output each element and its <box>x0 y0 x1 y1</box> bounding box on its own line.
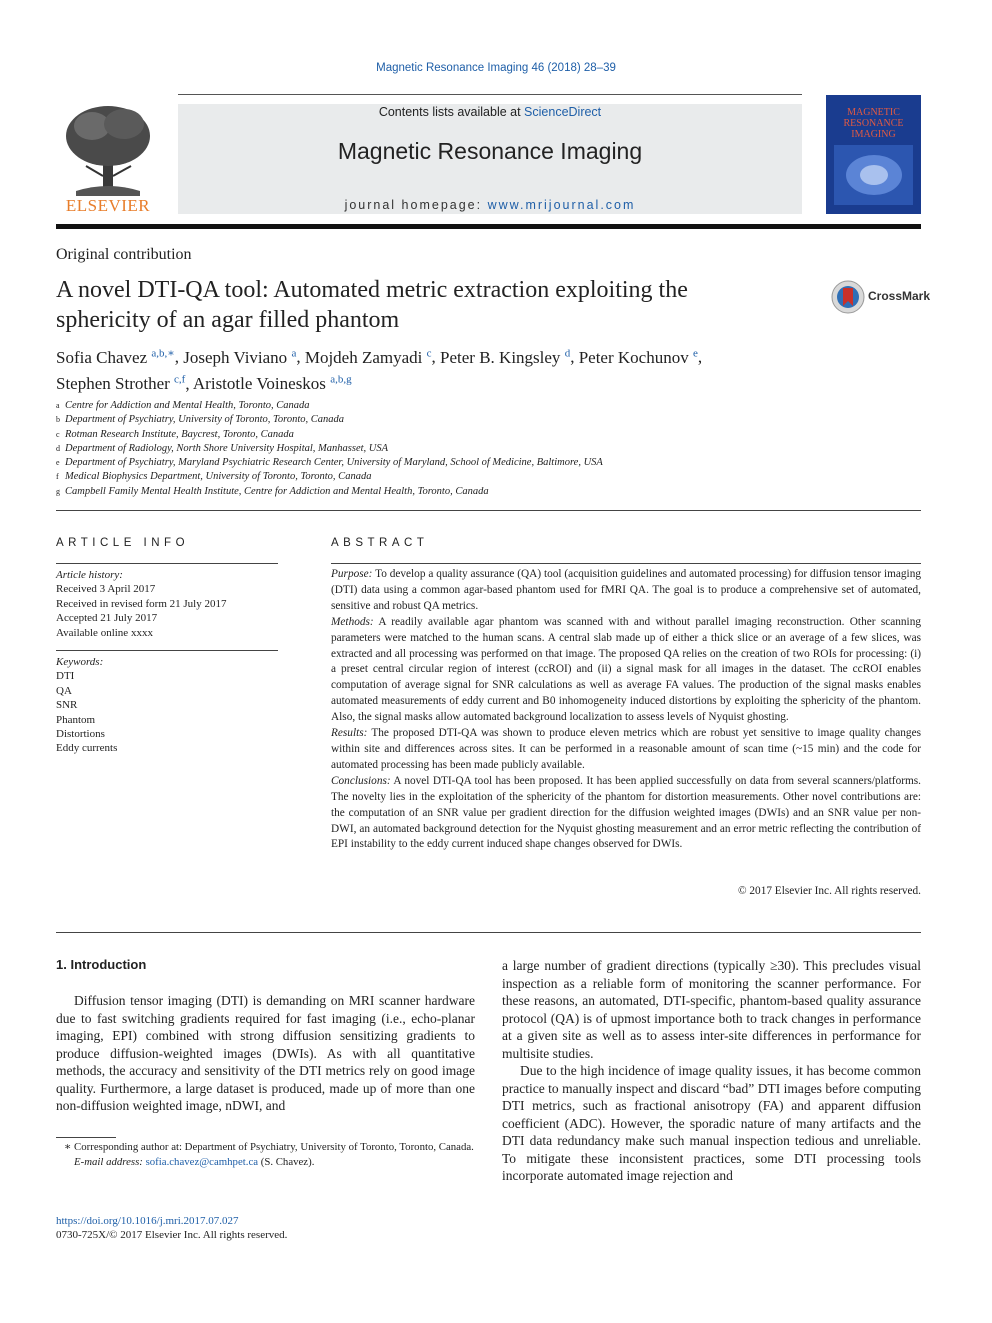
keywords <box>56 655 278 756</box>
footnote-rule <box>56 1137 116 1138</box>
homepage-link[interactable]: www.mrijournal.com <box>487 198 636 212</box>
abstract-purpose: Purpose: To develop a quality assurance (QA) tool (acquisition guidelines and automated processing) for diffusion tensor imaging (DTI) data using a common agar-based phantom used for fMRI QA. The goal is to produce a comprehensive set of automated, sensitive and robust QA metrics. <box>331 568 921 612</box>
keyword: Distortions <box>56 728 105 741</box>
history-item: Received in revised form 21 July 2017 <box>56 597 227 610</box>
email-link[interactable]: sofia.chavez@camhpet.ca <box>145 1155 259 1168</box>
paragraph: Diffusion tensor imaging (DTI) is demanding on MRI scanner hardware due to fast switching gradients required for fast imaging (i.e., echo-planar imaging, EPI) combined with strong diffusion sensitizing gradients to produce diffusion-weighted images (DWIs). As with all quantitative methods, the accuracy and sensitivity of the DTI metrics rely on good image quality. Furthermore, a large dataset is produced, made up of more than one non-diffusion weighted image, nDWI, and <box>56 993 475 1113</box>
affiliation: a Centre for Addiction and Mental Health, Toronto, Canada <box>56 400 310 411</box>
history-item: Received 3 April 2017 <box>56 583 156 596</box>
abstract-heading: ABSTRACT <box>331 537 429 549</box>
corresponding-author-note: ∗ Corresponding author at: Department of Psychiatry, University of Toronto, Toronto, Canada. <box>64 1141 474 1153</box>
paragraph: a large number of gradient directions (typically ≥30). This precludes visual inspection as a reliable form of monitoring the scanner performance. For these reasons, an automated, DTI-specific, phantom-based quality assurance protocol (QA) is of upmost importance both to track changes in performance at a given site as well as to assess inter-site differences in performance for multisite studies. <box>502 958 921 1061</box>
article-history-label: Article history: <box>56 569 123 581</box>
paragraph: Due to the high incidence of image quality issues, it has become common practice to manually inspect and discard “bad” DTI images before computing DTI metrics, such as fractional anisotropy (FA) and apparent diffusion coefficient (ADC). However, the sporadic nature of many artifacts and the DTI data redundancy make such manual inspection tedious and unreliable. To mitigate these inconsistent practices, some DTI processing tools incorporate automated image rejection and <box>502 1063 921 1183</box>
history-item: Available online xxxx <box>56 626 153 639</box>
abstract-conclusions: Conclusions: A novel DTI-QA tool has been proposed. It has been applied successfully on data from several scanners/platforms. The novelty lies in the exploitation of the sphericity of the phantom for distortion measurements. Other novel contributions are: the computation of an SNR value per gradient direction for the diffusion weighted images (DWIs) and an SNR value per non-DWI, an automated background detection for the Nyquist ghosting measurement and an error metric reflecting the contribution of EPI instability to the eddy current induced shape changes observed for DWIs. <box>331 774 921 851</box>
author[interactable]: Sofia Chavez $^{a,b,∗}$ <box>56 347 175 367</box>
journal-citation[interactable]: Magnetic Resonance Imaging 46 (2018) 28–39 <box>376 62 616 74</box>
sciencedirect-link[interactable]: ScienceDirect <box>524 105 602 119</box>
body-column-right <box>502 957 921 1185</box>
affiliation: e Department of Psychiatry, Maryland Psychiatric Research Center, University of Maryland, School of Medicine, Baltimore, USA <box>56 457 603 469</box>
history-item: Accepted 21 July 2017 <box>56 612 158 625</box>
author[interactable]: Stephen Strother $^{c,f}$ <box>56 373 186 394</box>
section-heading-introduction: 1. Introduction <box>56 957 147 972</box>
issn-line: 0730-725X/© 2017 Elsevier Inc. All rights reserved. <box>56 1229 288 1241</box>
elsevier-logo <box>56 96 160 216</box>
cover-graphic-icon <box>834 145 913 205</box>
affiliation: g Campbell Family Mental Health Institute, Centre for Addiction and Mental Health, Toronto, Canada <box>56 485 489 497</box>
affiliation: d Department of Radiology, North Shore University Hospital, Manhasset, USA <box>56 442 389 454</box>
abstract-bottom-rule <box>56 932 921 933</box>
header-bottom-rule <box>56 224 921 229</box>
abstract-methods: Methods: A readily available agar phantom was scanned with and without parallel imaging reconstruction. Other scanning parameters were matched to the human scans. A central slab made up of either a thick slice or an average of a few slices, was extracted and all processing was performed on that image. The proposed QA relies on the creation of two ROIs for processing: (i) a preset central circular region of interest (ccROI) and (ii) a signal mask for all images in the dataset. The ccROI enables computation of average signal for SNR calculations as well as average FA values. The production of the signal masks enables automated measurements of eddy current and B0 inhomogeneity induced distortions by exploiting the sphericity of the phantom. Also, the signal masks allow automated background localization to assess levels of Nyquist ghosting. <box>331 615 921 724</box>
abstract-body <box>331 567 921 853</box>
cover-title: MAGNETIC RESONANCE IMAGING <box>843 107 904 140</box>
author[interactable]: Aristotle Voineskos $^{a,b,g}$ <box>192 373 352 394</box>
keywords-label: Keywords: <box>56 656 104 668</box>
keyword: Phantom <box>56 713 96 726</box>
affiliation: b Department of Psychiatry, University of Toronto, Toronto, Canada <box>56 414 345 426</box>
doi-link[interactable]: https://doi.org/10.1016/j.mri.2017.07.027 <box>56 1215 239 1227</box>
keyword: Eddy currents <box>56 742 118 755</box>
body-column-left <box>56 992 475 1115</box>
copyright-notice: © 2017 Elsevier Inc. All rights reserved. <box>737 885 921 897</box>
keyword: QA <box>56 684 72 697</box>
article-history <box>56 568 278 640</box>
affiliation: c Rotman Research Institute, Baycrest, Toronto, Canada <box>56 428 294 440</box>
author-list: Sofia Chavez $^{a,b,∗}$, Joseph Viviano $^a$, Mojdeh Zamyadi $^c$, Peter B. Kingsley $^d$, Peter Kochunov $^e$, Stephen Strother $^{c,f}$, Aristotle Voineskos $^{a,b,g}$ <box>56 347 703 394</box>
author[interactable]: Mojdeh Zamyadi $^c$ <box>304 347 432 367</box>
crossmark-label[interactable]: CrossMark <box>868 289 931 303</box>
journal-cover[interactable] <box>826 95 921 214</box>
keyword: DTI <box>56 670 75 683</box>
header-top-rule <box>178 94 802 95</box>
email-line: E-mail address: sofia.chavez@camhpet.ca (S. Chavez). <box>74 1155 315 1168</box>
author[interactable]: Peter Kochunov $^e$ <box>578 347 698 367</box>
article-info-heading: ARTICLE INFO <box>56 537 190 549</box>
contents-prefix: Contents lists available at <box>378 105 525 119</box>
footnote <box>56 1140 475 1169</box>
contents-line <box>178 105 802 119</box>
author[interactable]: Peter B. Kingsley $^d$ <box>440 347 571 367</box>
keyword: SNR <box>56 699 78 712</box>
title-block-divider <box>56 510 921 511</box>
author[interactable]: Joseph Viviano $^a$ <box>183 347 297 367</box>
elsevier-wordmark: ELSEVIER <box>65 196 151 215</box>
journal-title: Magnetic Resonance Imaging <box>337 138 643 164</box>
abstract-results: Results: The proposed DTI-QA was shown to produce eleven metrics which are robust yet sensitive to image quality changes within site and differences across sites. It can be performed in a reasonable amount of scan time (~15 min) and the code for automated processing has been made publicly available. <box>331 727 921 771</box>
crossmark-icon[interactable] <box>831 280 865 314</box>
article-info-rule <box>56 563 278 564</box>
affiliation-list <box>56 399 916 499</box>
abstract-rule <box>331 563 921 564</box>
journal-homepage-line <box>178 198 802 212</box>
keywords-rule <box>56 650 278 651</box>
affiliation: f Medical Biophysics Department, University of Toronto, Toronto, Canada <box>56 471 372 483</box>
homepage-prefix: journal homepage: <box>344 198 488 212</box>
article-title: A novel DTI-QA tool: Automated metric extraction exploiting the sphericity of an agar filled phantom <box>56 277 688 333</box>
article-type: Original contribution <box>56 246 192 263</box>
